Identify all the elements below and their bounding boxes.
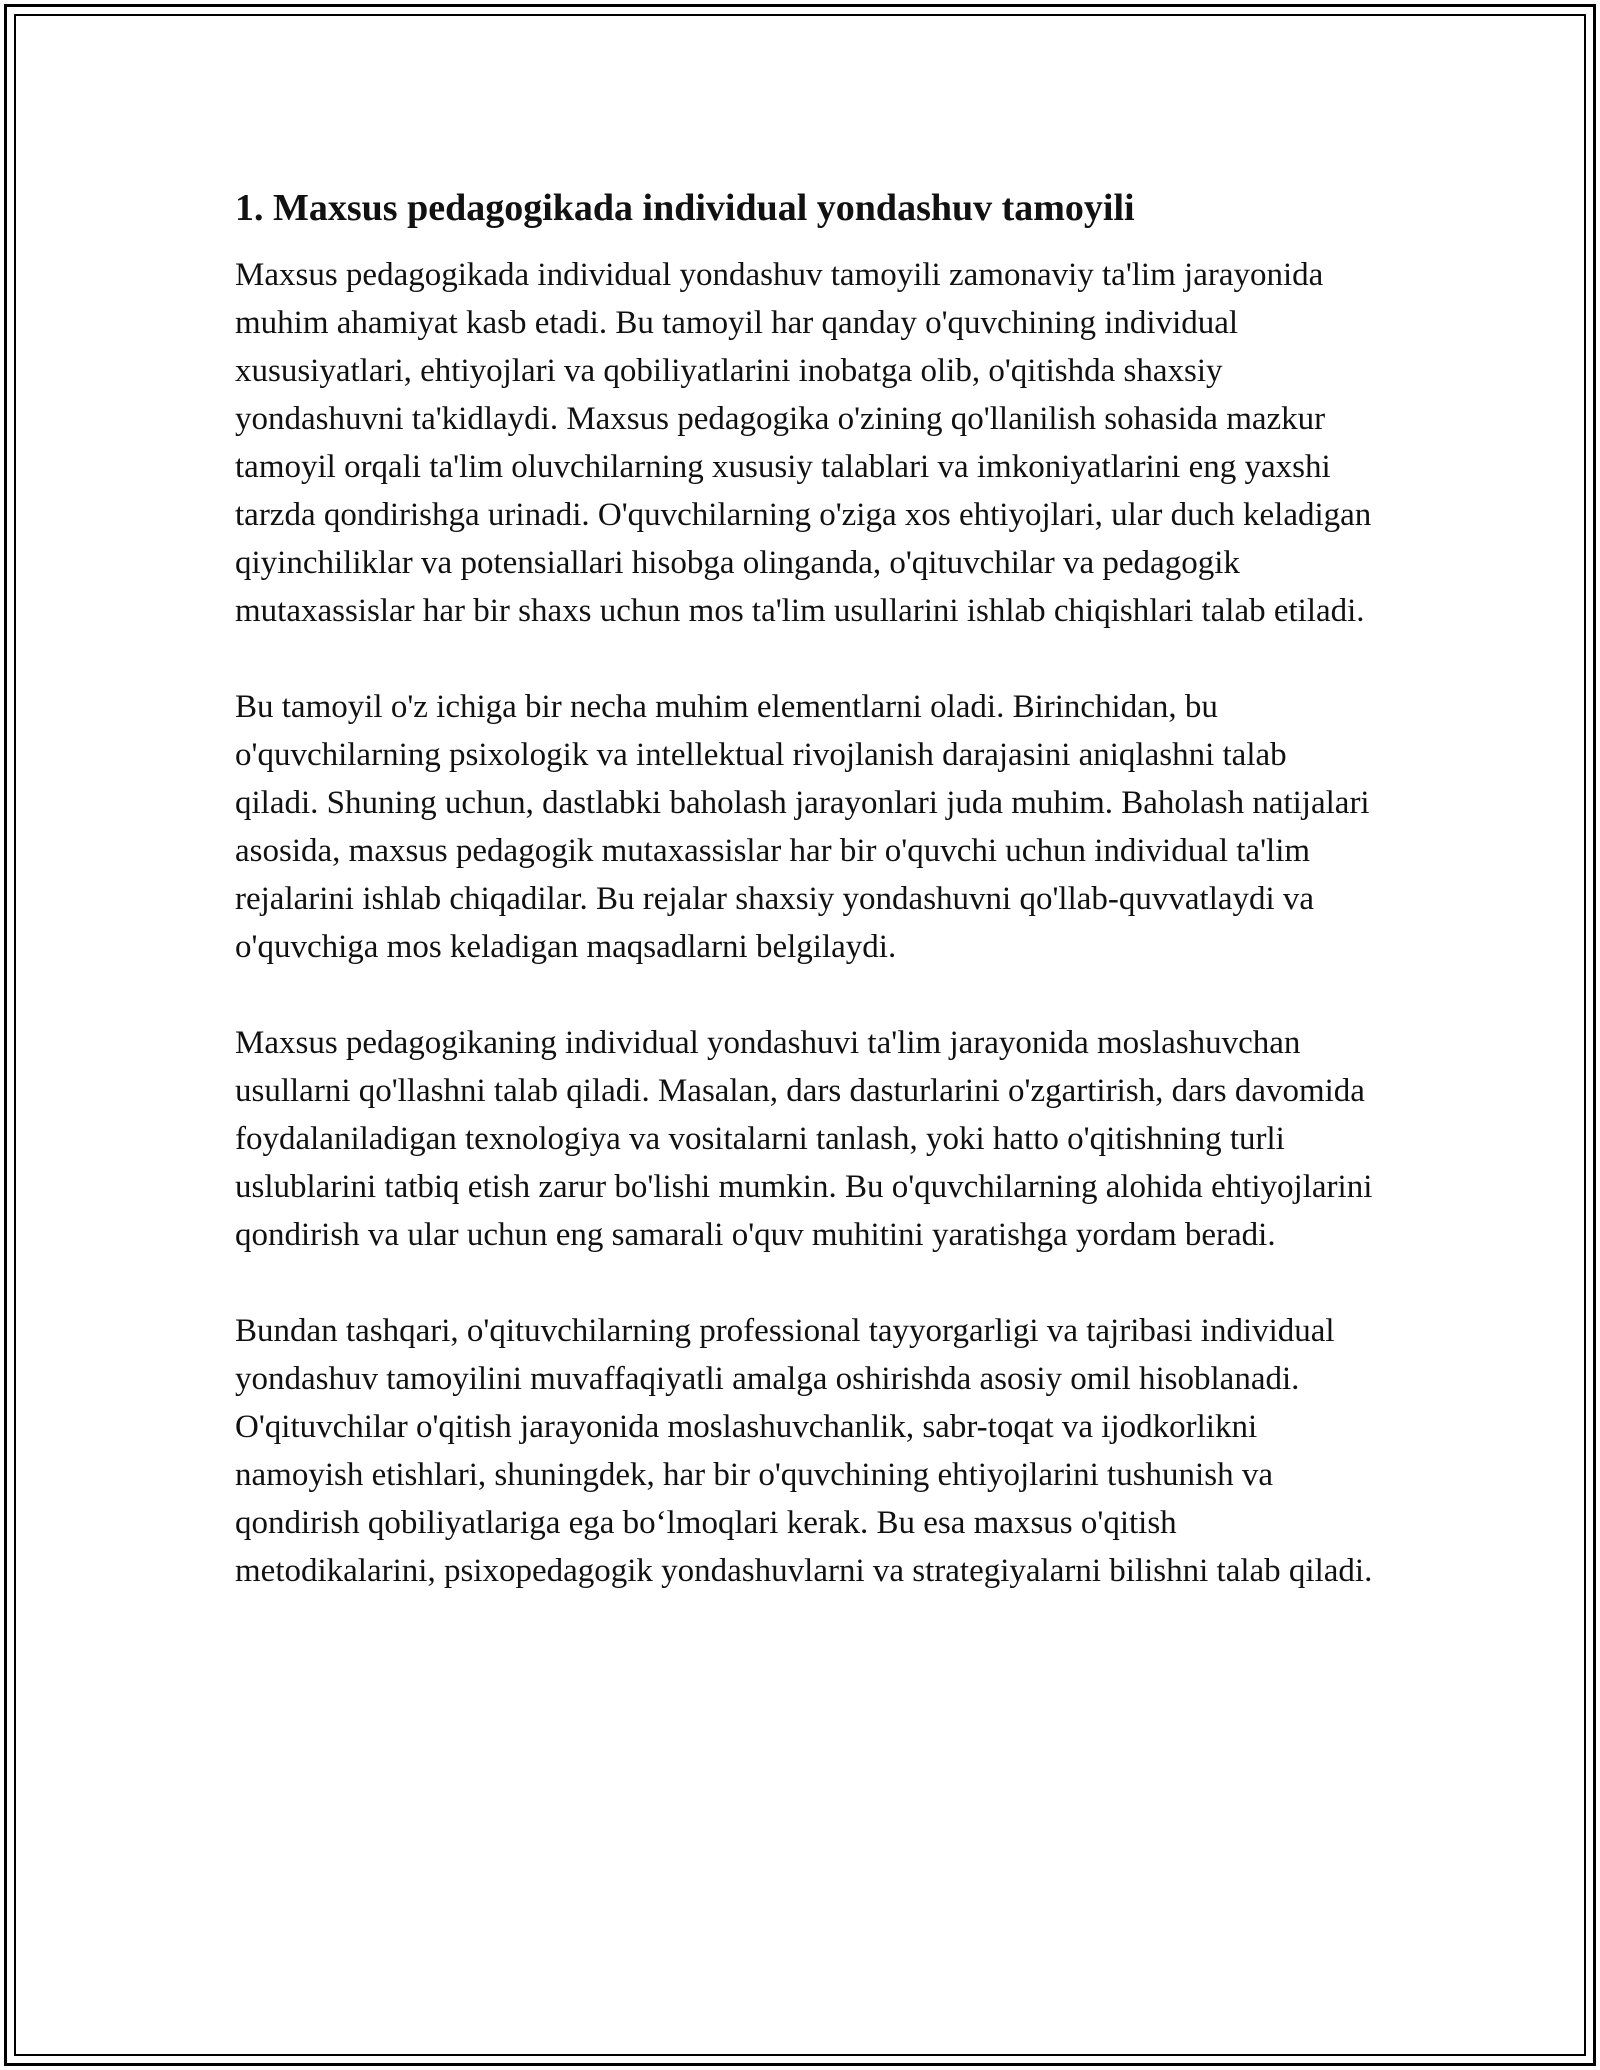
paragraph-2: Bu tamoyil o'z ichiga bir necha muhim elementlarni oladi. Birinchidan, bu o'quvchilarning psixologik va intellektual rivojlanish darajasini aniqlashni talab qiladi. Shuning uchun, dastlabki baholash jarayonlari juda muhim. Baholash natijalari asosida, maxsus pedagogik mutaxassislar har bir o'quvchi uchun individual ta'lim rejalarini ishlab chiqadilar. Bu rejalar shaxsiy yondashuvni qo'llab-quvvatlaydi va o'quvchiga mos keladigan maqsadlarni belgilaydi. — [235, 689, 1370, 965]
paragraph-1: Maxsus pedagogikada individual yondashuv tamoyili zamonaviy ta'lim jarayonida muhim ahamiyat kasb etadi. Bu tamoyil har qanday o'quvchining individual xususiyatlari, ehtiyojlari va qobiliyatlarini inobatga olib, o'qitishda shaxsiy yondashuvni ta'kidlaydi. Maxsus pedagogika o'zining qo'llanilish sohasida mazkur tamoyil orqali ta'lim oluvchilarning xususiy talablari va imkoniyatlarini eng yaxshi tarzda qondirishga urinadi. O'quvchilarning o'ziga xos ehtiyojlari, ular duch keladigan qiyinchiliklar va potensiallari hisobga olinganda, o'qituvchilar va pedagogik mutaxassislar har bir shaxs uchun mos ta'lim usullarini ishlab chiqishlari talab etiladi. — [235, 257, 1372, 629]
section-heading: 1. Maxsus pedagogikada individual yondashuv tamoyili — [235, 187, 1135, 229]
document-body — [235, 185, 1375, 1643]
paragraph-3: Maxsus pedagogikaning individual yondashuvi ta'lim jarayonida moslashuvchan usullarni qo'llashni talab qiladi. Masalan, dars dasturlarini o'zgartirish, dars davomida foydalaniladigan texnologiya va vositalarni tanlash, yoki hatto o'qitishning turli uslublarini tatbiq etish zarur bo'lishi mumkin. Bu o'quvchilarning alohida ehtiyojlarini qondirish va ular uchun eng samarali o'quv muhitini yaratishga yordam beradi. — [235, 1025, 1373, 1253]
paragraph-4: Bundan tashqari, o'qituvchilarning professional tayyorgarligi va tajribasi individual yondashuv tamoyilini muvaffaqiyatli amalga oshirishda asosiy omil hisoblanadi. O'qituvchilar o'qitish jarayonida moslashuvchanlik, sabr-toqat va ijodkorlikni namoyish etishlari, shuningdek, har bir o'quvchining ehtiyojlarini tushunish va qondirish qobiliyatlariga ega bo‘lmoqlari kerak. Bu esa maxsus o'qitish metodikalarini, psixopedagogik yondashuvlarni va strategiyalarni bilishni talab qiladi. — [235, 1313, 1373, 1589]
